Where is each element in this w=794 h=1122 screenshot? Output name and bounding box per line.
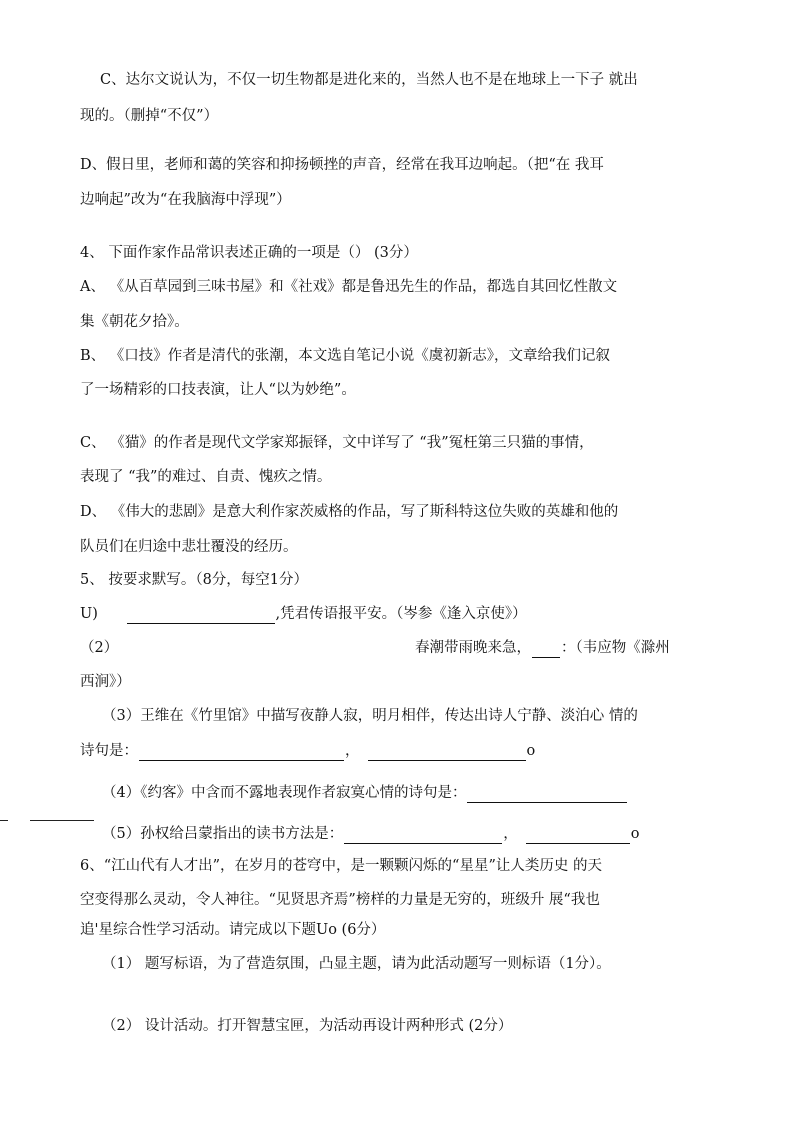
question-4-option-c-line1: C、 《猫》的作者是现代文学家郑振铎，文中详写了 “我”冤枉第三只猫的事情， xyxy=(80,435,594,451)
option-d-line2: 边响起”改为“在我脑海中浮现”） xyxy=(80,192,291,208)
question-4-option-b-line1: B、 《口技》作者是清代的张潮，本文选自笔记小说《虞初新志》，文章给我们记叙 xyxy=(80,348,611,364)
item-1-number: U) xyxy=(80,606,98,622)
item-1-text: ,凭君传语报平安。（岑参《逢入京使》） xyxy=(275,606,527,622)
question-5-item-4 xyxy=(102,783,628,803)
answer-blank-5b[interactable] xyxy=(526,827,630,844)
item-5-sep: ， xyxy=(503,826,518,842)
answer-blank-3b[interactable] xyxy=(368,744,526,761)
question-4-title: 4、 下面作家作品常识表述正确的一项是（） (3分） xyxy=(80,245,418,261)
question-5-item-2 xyxy=(415,638,670,658)
item-5-prefix: （5）孙权给吕蒙指出的读书方法是： xyxy=(102,826,344,842)
question-5-item-3-line1: （3）王维在《竹里馆》中描写夜静人寂，明月相伴，传达出诗人宁静、淡泊心 情的 xyxy=(102,708,638,724)
option-c-line2: 现的。（删掉“不仅”） xyxy=(80,108,219,124)
question-6-line2: 空变得那么灵动，令人神往。“见贤思齐焉”榜样的力量是无穷的，班级升 展“我也 xyxy=(80,892,600,908)
answer-blank-3a[interactable] xyxy=(139,744,344,761)
question-4-option-b-line2: 了一场精彩的口技表演，让人“以为妙绝”。 xyxy=(80,382,356,398)
item-3-prefix: 诗句是： xyxy=(80,743,138,759)
question-4-option-c-line2: 表现了 “我”的难过、自责、愧疚之情。 xyxy=(80,469,332,485)
question-4-option-a-line1: A、 《从百草园到三味书屋》和《社戏》都是鲁迅先生的作品，都选自其回忆性散文 xyxy=(80,279,618,295)
item-5-end: o xyxy=(630,826,640,842)
item-3-sep: ， xyxy=(345,743,360,759)
answer-blank-5a[interactable] xyxy=(344,827,502,844)
question-6-line1: 6、“江山代有人才出”，在岁月的苍穹中，是一颗颗闪烁的“星星”让人类历史 的天 xyxy=(80,858,602,874)
question-5-item-5 xyxy=(102,824,639,844)
option-c-line1: C、达尔文说认为，不仅一切生物都是进化来的，当然人也不是在地球上一下子 就出 xyxy=(100,72,638,88)
question-4-option-d-line2: 队员们在归途中悲壮覆没的经历。 xyxy=(80,539,298,555)
question-5-title: 5、 按要求默写。（8分，每空1分） xyxy=(80,572,309,588)
item-3-end: o xyxy=(526,743,536,759)
question-5-item-1 xyxy=(80,604,527,624)
question-4-option-d-line1: D、 《伟大的悲剧》是意大利作家茨威格的作品，写了斯科特这位失败的英雄和他的 xyxy=(80,504,619,520)
answer-blank-1[interactable] xyxy=(127,607,275,624)
margin-line-short xyxy=(0,820,8,821)
item-2-end: ：（韦应物《滁州 xyxy=(561,640,670,656)
answer-blank-2[interactable] xyxy=(532,641,560,658)
answer-blank-4[interactable] xyxy=(467,786,627,803)
question-4-option-a-line2: 集《朝花夕拾》。 xyxy=(80,314,189,330)
question-6-sub-2: （2） 设计活动。打开智慧宝匣，为活动再设计两种形式 (2分） xyxy=(102,1018,513,1034)
question-5-item-3-line2 xyxy=(80,741,535,761)
question-5-item-2-line2: 西涧》） xyxy=(80,674,131,690)
item-4-text: （4）《约客》中含而不露地表现作者寂寞心情的诗句是： xyxy=(102,785,467,801)
option-d-line1: D、假日里，老师和蔼的笑容和抑扬顿挫的声音，经常在我耳边响起。（把“在 我耳 xyxy=(80,157,604,173)
margin-line-long xyxy=(30,820,94,821)
question-6-line3: 追'星综合性学习活动。请完成以下题Uo (6分） xyxy=(80,922,386,938)
item-2-text: 春潮带雨晚来急， xyxy=(415,640,531,656)
question-6-sub-1: （1） 题写标语，为了营造氛围，凸显主题，请为此活动题写一则标语（1分）。 xyxy=(102,956,611,972)
question-5-item-2-number: （2） xyxy=(80,640,119,656)
